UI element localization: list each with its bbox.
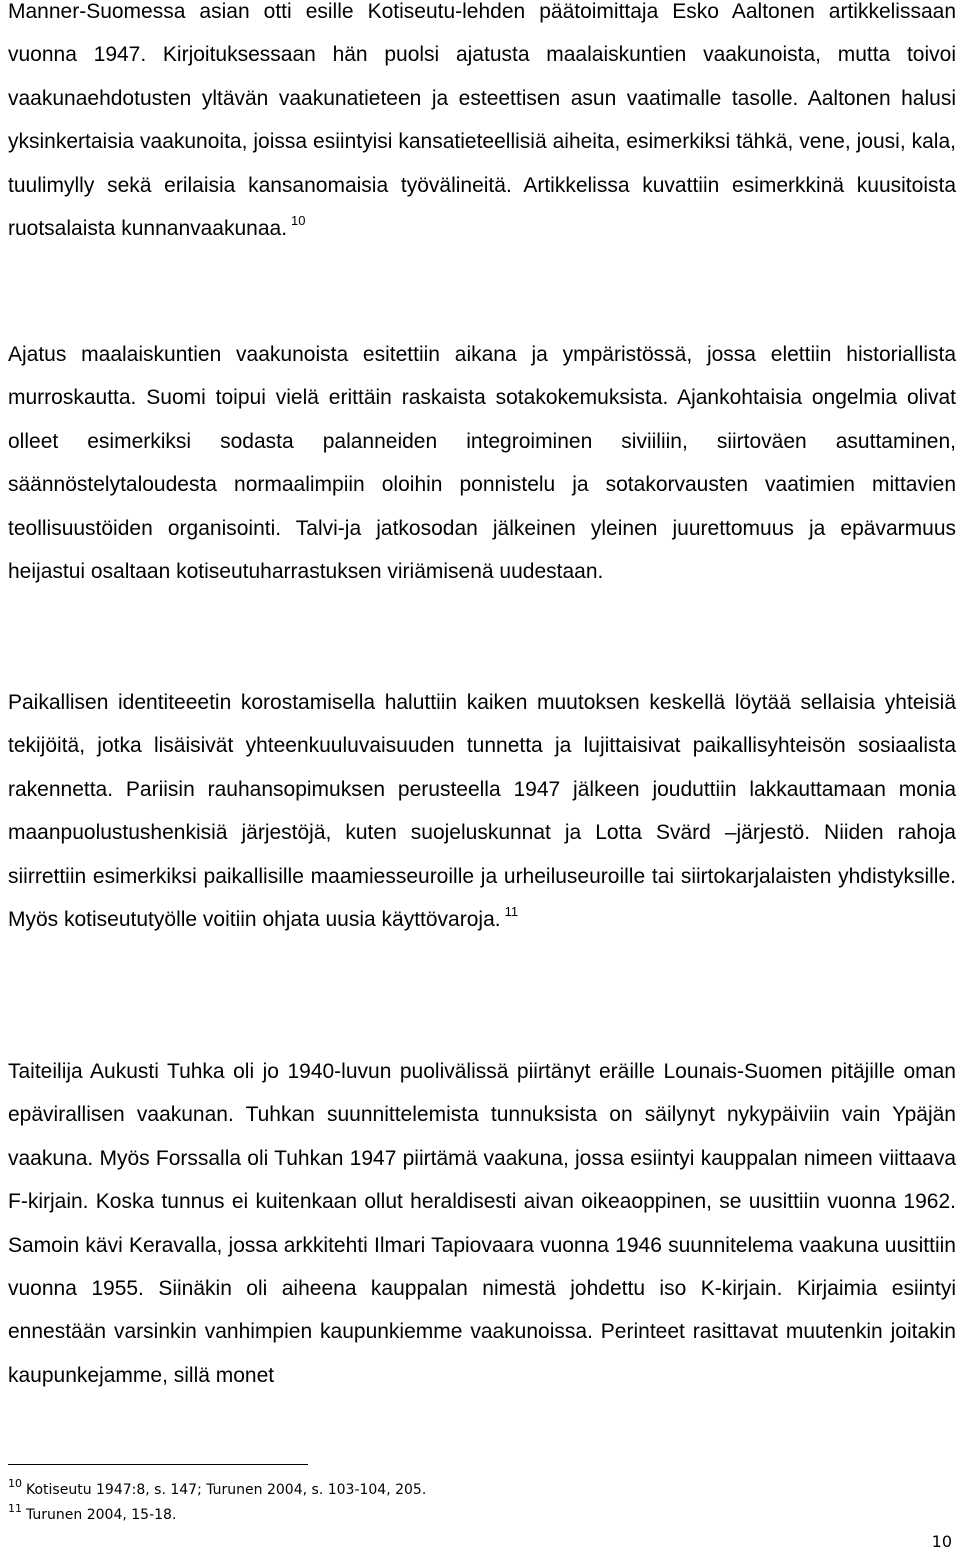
footnote: [8, 1502, 177, 1525]
page-number: 10: [931, 1532, 952, 1551]
body-paragraph: [8, 0, 956, 250]
footnote-text: Kotiseutu 1947:8, s. 147; Turunen 2004, s. 103-104, 205.: [26, 1482, 427, 1498]
footnote-separator: [8, 1464, 308, 1465]
paragraph-text: Paikallisen identiteeetin korostamisella haluttiin kaiken muutoksen keskellä löytää sellaisia yhteisiä tekijöitä, jotka lisäisivät yhteenkuuluvaisuuden tunnetta ja lujittaisivat paikallisyhteisön sosiaalista rakennetta. Pariisin rauhansopimuksen perusteella 1947 jälkeen jouduttiin lakkauttamaan monia maanpuolustushenkisiä järjestöjä, kuten suojeluskunnat ja Lotta Svärd –järjestö. Niiden rahoja siirrettiin esimerkiksi paikallisille maamiesseuroille ja urheiluseuroille tai siirtokarjalaisten yhdistyksille. Myös kotiseututyölle voitiin ohjata uusia käyttövaroja.: [8, 691, 956, 932]
footnote-text: Turunen 2004, 15-18.: [26, 1507, 177, 1523]
footnote-reference[interactable]: 10: [291, 213, 306, 229]
footnote-number: 10: [8, 1477, 22, 1490]
paragraph-text: Taiteilija Aukusti Tuhka oli jo 1940-luvun puolivälissä piirtänyt eräille Lounais-Suomen pitäjille oman epävirallisen vaakunan. Tuhkan suunnittelemista tunnuksista on säilynyt nykypäiviin vain Ypäjän vaakuna. Myös Forssalla oli Tuhkan 1947 piirtämä vaakuna, jossa esiintyi kauppalan nimeen viittaava F-kirjain. Koska tunnus ei kuitenkaan ollut heraldisesti aivan oikeaoppinen, se uusittiin vuonna 1962. Samoin kävi Keravalla, jossa arkkitehti Ilmari Tapiovaara vuonna 1946 suunnitelema vaakuna uusittiin vuonna 1955. Siinäkin oli aiheena kauppalan nimestä johdettu iso K-kirjain. Kirjaimia esiintyi ennestään varsinkin vanhimpien kaupunkiemme vaakunoissa. Perinteet rasittavat muutenkin joitakin kaupunkejamme, sillä monet: [8, 1060, 956, 1387]
footnote-number: 11: [8, 1502, 22, 1515]
body-paragraph: [8, 1050, 956, 1397]
footnote-reference[interactable]: 11: [504, 904, 519, 920]
body-paragraph: [8, 681, 956, 941]
footnote: [8, 1477, 427, 1500]
paragraph-text: Manner-Suomessa asian otti esille Kotiseutu-lehden päätoimittaja Esko Aaltonen artikkelissaan vuonna 1947. Kirjoituksessaan hän puolsi ajatusta maalaiskuntien vaakunoista, mutta toivoi vaakunaehdotusten yltävän vaakunatieteen ja esteettisen asun vaatimalle tasolle. Aaltonen halusi yksinkertaisia vaakunoita, joissa esiintyisi kansatieteellisiä aiheita, esimerkiksi tähkä, vene, jousi, kala, tuulimylly sekä erilaisia kansanomaisia työvälineitä. Artikkelissa kuvattiin esimerkkinä kuusitoista ruotsalaista kunnanvaakunaa.: [8, 0, 956, 241]
body-paragraph: [8, 333, 956, 593]
paragraph-text: Ajatus maalaiskuntien vaakunoista esitettiin aikana ja ympäristössä, jossa elettiin historiallista murroskautta. Suomi toipui vielä erittäin raskaista sotakokemuksista. Ajankohtaisia ongelmia olivat olleet esimerkiksi sodasta palanneiden integroiminen siviiliin, siirtoväen asuttaminen, säännöstelytaloudesta normaalimpiin oloihin ponnistelu ja sotakorvausten vaatimien mittavien teollisuustöiden organisointi. Talvi-ja jatkosodan jälkeinen yleinen juurettomuus ja epävarmuus heijastui osaltaan kotiseutuharrastuksen viriämisenä uudestaan.: [8, 343, 956, 584]
